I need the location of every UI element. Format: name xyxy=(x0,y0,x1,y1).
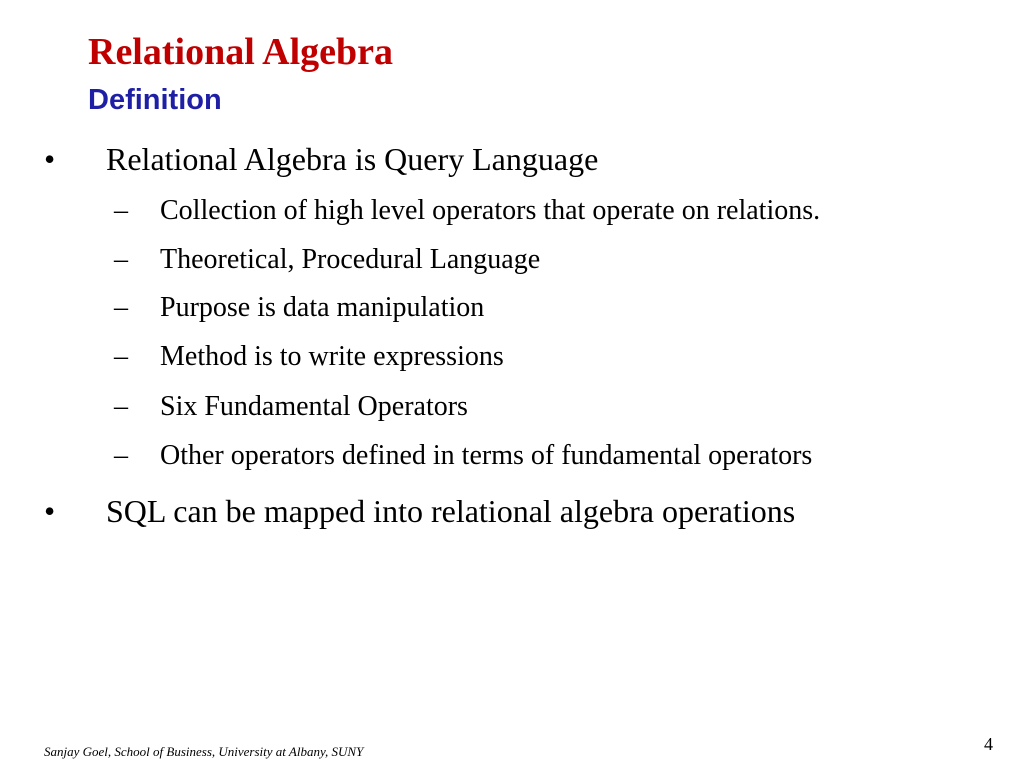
sub-bullet-text: Theoretical, Procedural Language xyxy=(160,244,541,275)
sub-bullet-text: Collection of high level operators that operate on relations. xyxy=(160,195,821,226)
page-number: 4 xyxy=(984,734,993,754)
sub-bullet-text: Method is to write expressions xyxy=(160,341,504,372)
sub-bullet-marker: – xyxy=(114,292,128,323)
bullet-marker: • xyxy=(44,493,56,529)
bullet-marker: • xyxy=(44,141,56,177)
bullet-text: SQL can be mapped into relational algebra operations xyxy=(106,493,796,529)
sub-bullet-marker: – xyxy=(114,341,128,372)
sub-bullet-text: Other operators defined in terms of fundamental operators xyxy=(160,440,813,471)
sub-bullet-marker: – xyxy=(114,195,128,226)
bullet-text: Relational Algebra is Query Language xyxy=(106,141,599,177)
footer-credit: Sanjay Goel, School of Business, University at Albany, SUNY xyxy=(44,744,364,759)
sub-bullet-text: Six Fundamental Operators xyxy=(160,391,468,422)
sub-bullet-marker: – xyxy=(114,244,128,275)
sub-bullet-text: Purpose is data manipulation xyxy=(160,292,485,323)
sub-bullet-marker: – xyxy=(114,440,128,471)
slide-subtitle: Definition xyxy=(88,84,222,116)
slide-title: Relational Algebra xyxy=(88,31,394,73)
sub-bullet-marker: – xyxy=(114,391,128,422)
